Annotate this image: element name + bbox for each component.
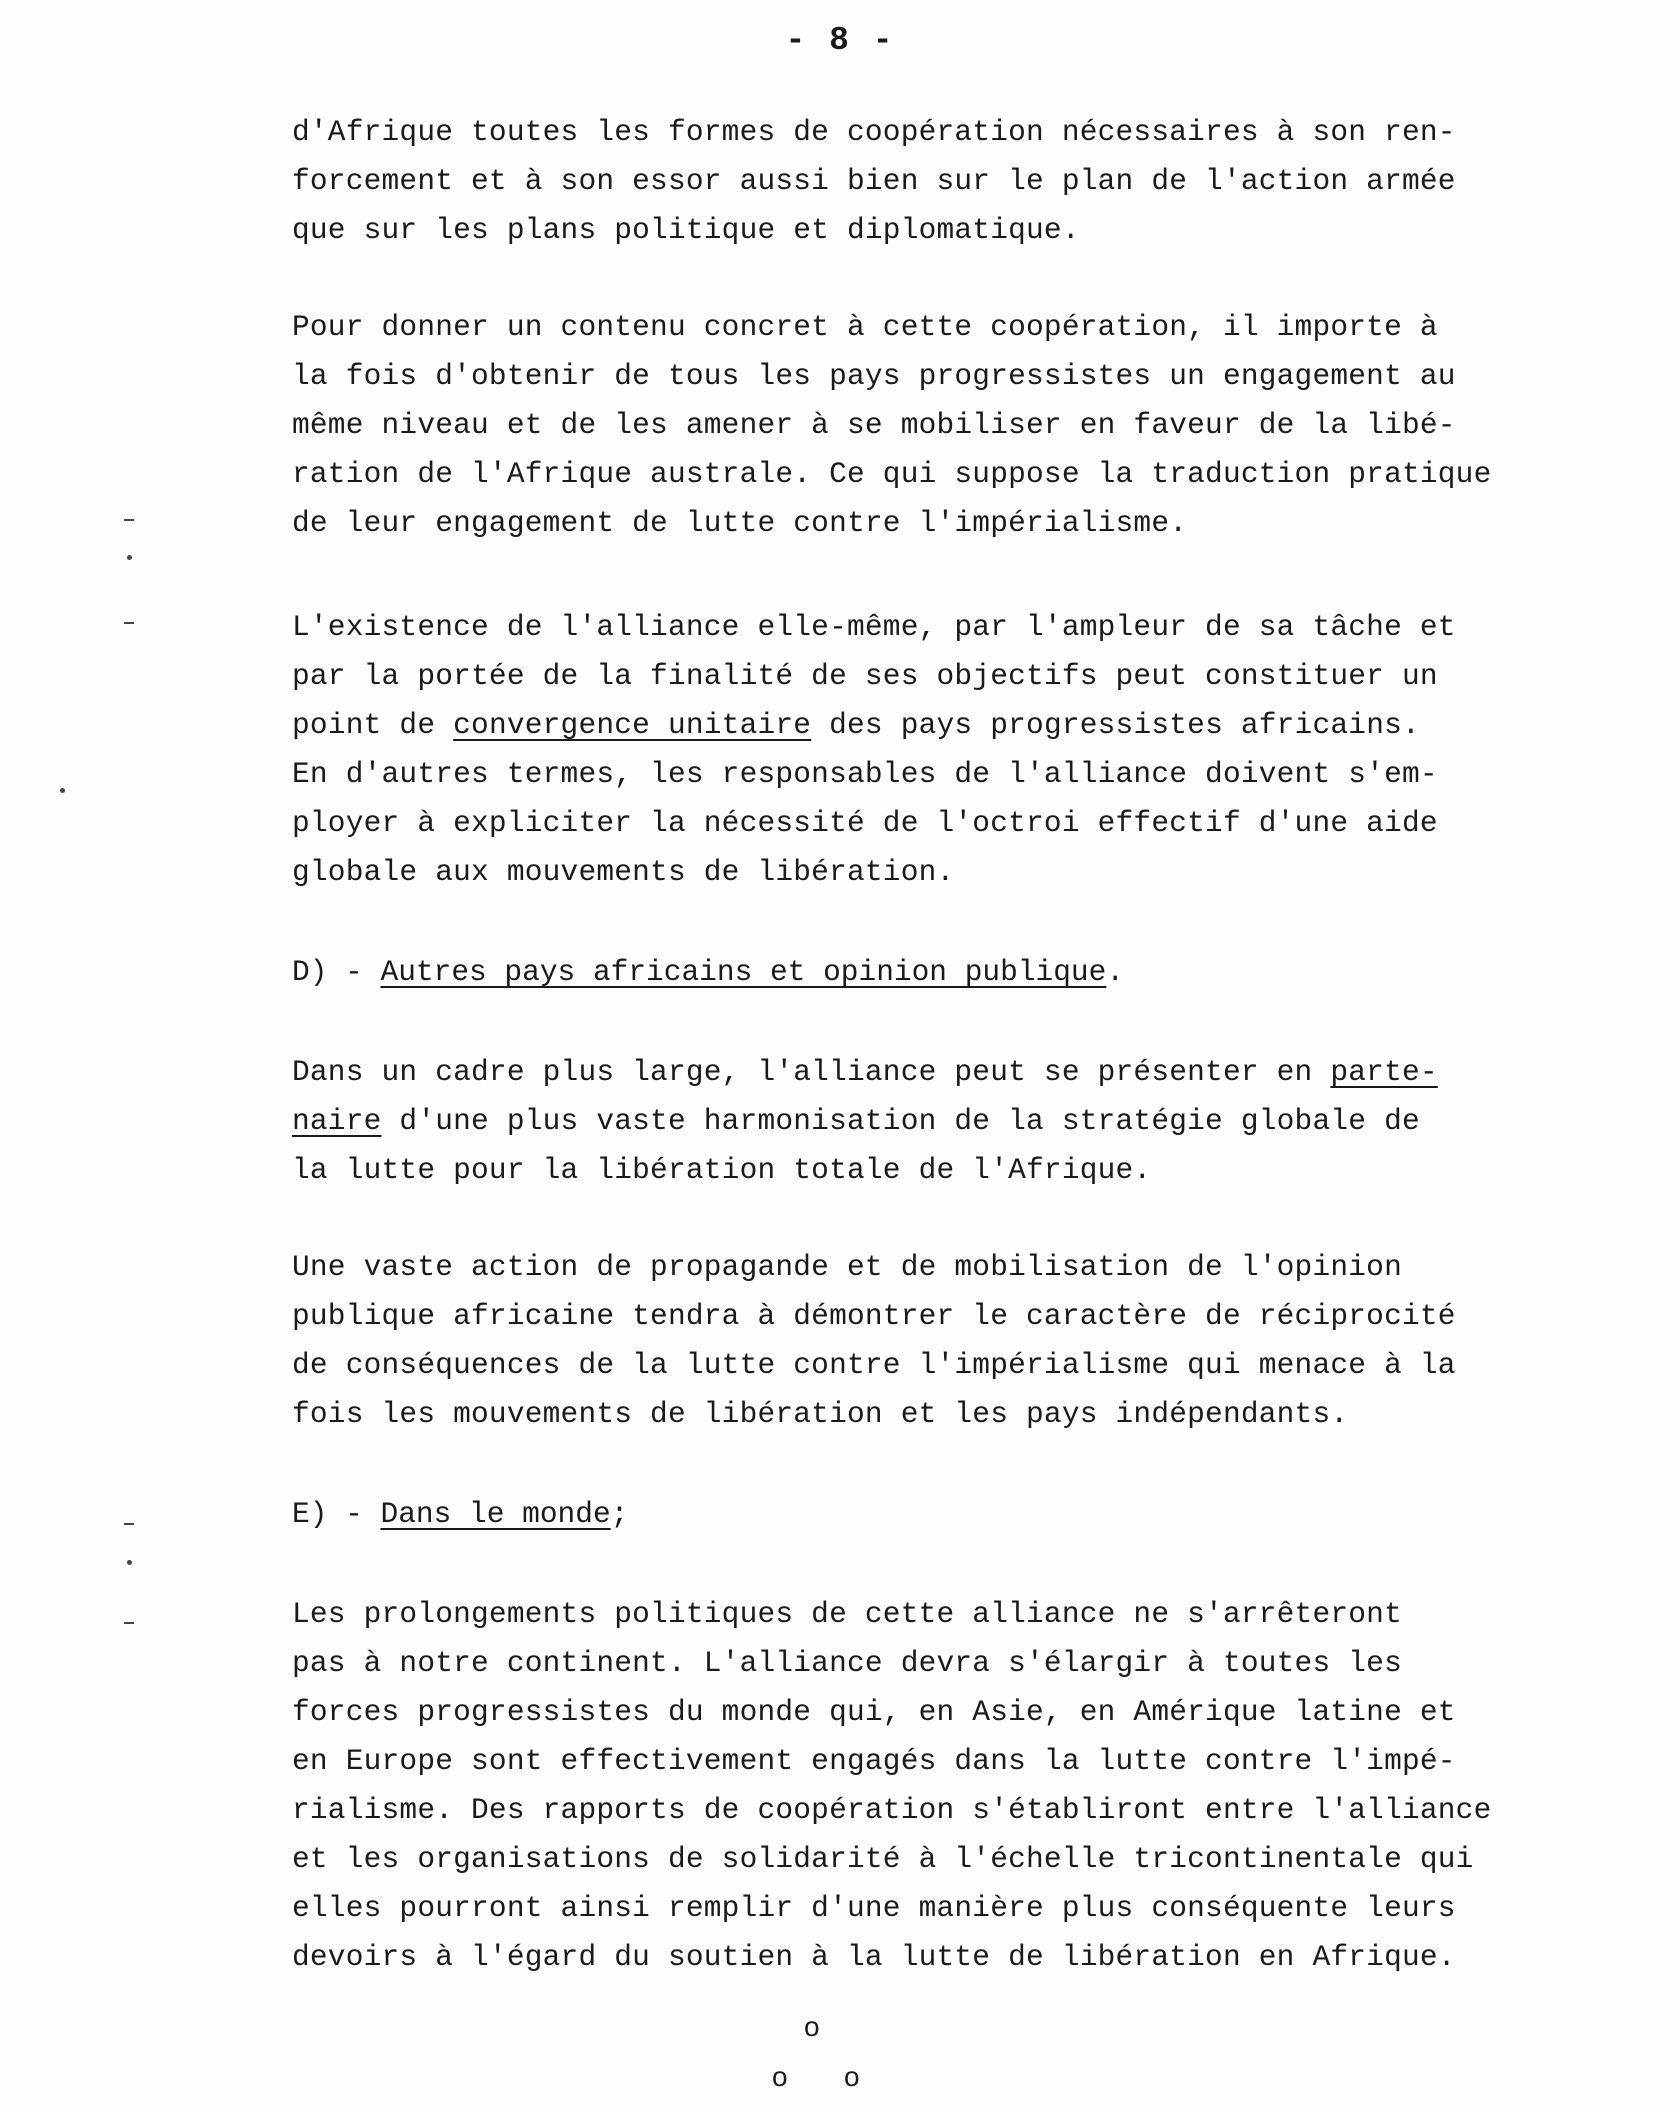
text-line <box>292 1097 1592 1146</box>
heading-title: Autres pays africains et opinion publique <box>380 955 1107 989</box>
underlined-phrase: convergence unitaire <box>453 708 812 742</box>
text-line: la fois d'obtenir de tous les pays progressistes un engagement au <box>292 359 1456 393</box>
text-line: publique africaine tendra à démontrer le caractère de réciprocité <box>292 1299 1456 1333</box>
text-line: d'Afrique toutes les formes de coopération nécessaires à son ren- <box>292 115 1456 149</box>
margin-mark <box>127 555 132 560</box>
margin-mark <box>124 1523 134 1525</box>
underlined-phrase: parte- <box>1330 1055 1438 1089</box>
paragraph-4 <box>292 1048 1592 1195</box>
heading-prefix: E) - <box>292 1497 381 1531</box>
text-line: ployer à expliciter la nécessité de l'octroi effectif d'une aide <box>292 806 1438 840</box>
text-run: d'une plus vaste harmonisation de la stratégie globale de <box>381 1104 1420 1138</box>
text-line: Les prolongements politiques de cette alliance ne s'arrêteront <box>292 1597 1402 1631</box>
section-heading-d <box>292 948 1124 997</box>
text-line: L'existence de l'alliance elle-même, par l'ampleur de sa tâche et <box>292 610 1456 644</box>
text-line: en Europe sont effectivement engagés dans la lutte contre l'impé- <box>292 1744 1456 1778</box>
paragraph-3 <box>292 603 1592 897</box>
text-line <box>292 1048 1592 1097</box>
text-line: la lutte pour la libération totale de l'Afrique. <box>292 1153 1152 1187</box>
text-line: de leur engagement de lutte contre l'impérialisme. <box>292 506 1188 540</box>
text-line: et les organisations de solidarité à l'échelle tricontinentale qui <box>292 1842 1474 1876</box>
text-line: rialisme. Des rapports de coopération s'établiront entre l'alliance <box>292 1793 1492 1827</box>
paragraph-6 <box>292 1590 1592 1982</box>
paragraph-1 <box>292 108 1592 255</box>
underlined-phrase: naire <box>292 1104 382 1138</box>
text-line: devoirs à l'égard du soutien à la lutte de libération en Afrique. <box>292 1940 1456 1974</box>
text-line: Pour donner un contenu concret à cette coopération, il importe à <box>292 310 1438 344</box>
text-line: par la portée de la finalité de ses objectifs peut constituer un <box>292 659 1438 693</box>
text-line: En d'autres termes, les responsables de l'alliance doivent s'em- <box>292 757 1438 791</box>
text-line <box>292 701 1592 750</box>
text-line: elles pourront ainsi remplir d'une manière plus conséquente leurs <box>292 1891 1456 1925</box>
text-run: Dans un cadre plus large, l'alliance peut se présenter en <box>292 1055 1331 1089</box>
text-line: pas à notre continent. L'alliance devra s'élargir à toutes les <box>292 1646 1402 1680</box>
text-line: même niveau et de les amener à se mobiliser en faveur de la libé- <box>292 408 1456 442</box>
margin-mark <box>60 788 65 793</box>
margin-mark <box>127 1560 132 1565</box>
heading-suffix: ; <box>610 1497 629 1531</box>
text-line: de conséquences de la lutte contre l'impérialisme qui menace à la <box>292 1348 1456 1382</box>
text-line: forcement et à son essor aussi bien sur le plan de l'action armée <box>292 164 1456 198</box>
text-line: forces progressistes du monde qui, en Asie, en Amérique latine et <box>292 1695 1456 1729</box>
text-line: que sur les plans politique et diplomatique. <box>292 213 1080 247</box>
text-run: point de <box>292 708 454 742</box>
paragraph-2 <box>292 303 1592 548</box>
text-line: Une vaste action de propagande et de mobilisation de l'opinion <box>292 1250 1402 1284</box>
page-number: - 8 - <box>785 22 895 59</box>
end-ornament-left: o <box>772 2061 788 2092</box>
section-heading-e <box>292 1490 628 1539</box>
margin-mark <box>124 519 134 521</box>
text-line: ration de l'Afrique australe. Ce qui suppose la traduction pratique <box>292 457 1492 491</box>
text-run: des pays progressistes africains. <box>811 708 1420 742</box>
paragraph-5 <box>292 1243 1592 1439</box>
margin-mark <box>124 1622 134 1624</box>
end-ornament-right: o <box>844 2061 860 2092</box>
heading-title: Dans le monde <box>380 1497 611 1531</box>
end-ornament-top: o <box>804 2011 820 2042</box>
text-line: fois les mouvements de libération et les pays indépendants. <box>292 1397 1349 1431</box>
text-line: globale aux mouvements de libération. <box>292 855 955 889</box>
margin-mark <box>124 622 134 624</box>
heading-prefix: D) - <box>292 955 381 989</box>
heading-suffix: . <box>1106 955 1125 989</box>
